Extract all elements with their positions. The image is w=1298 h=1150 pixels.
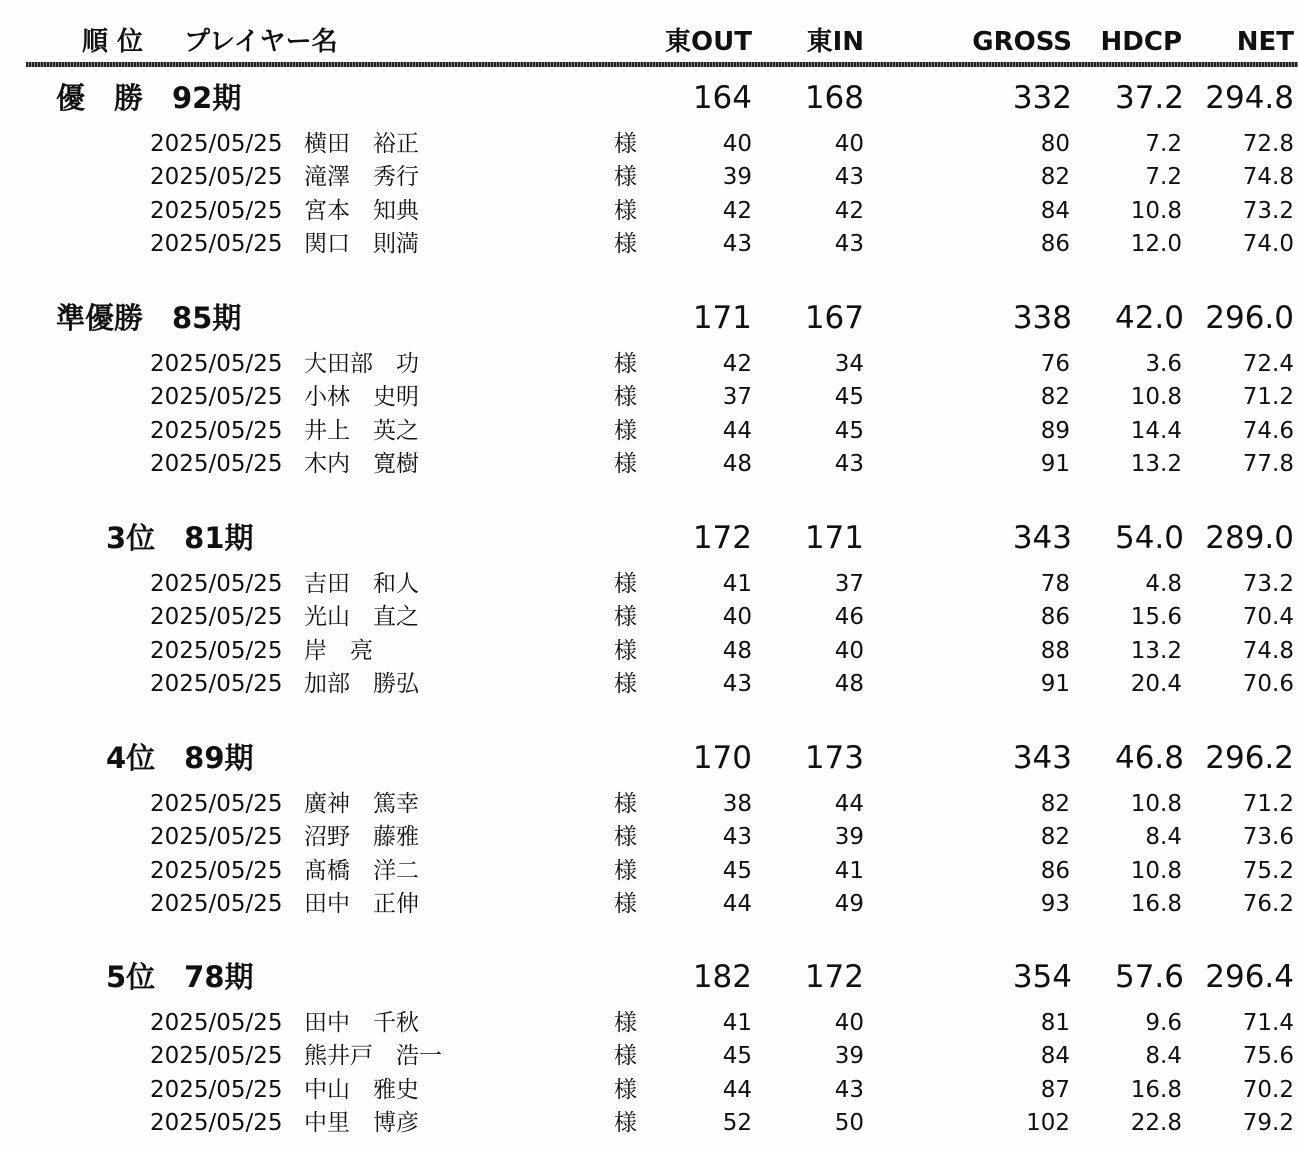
player-honorific: 様	[614, 418, 637, 444]
player-out-score: 43	[722, 671, 752, 697]
player-gross-score: 89	[1040, 418, 1070, 444]
player-name: 廣神 篤幸	[304, 791, 419, 817]
player-net-score: 73.6	[1242, 824, 1294, 850]
player-gross-score: 80	[1040, 131, 1070, 157]
player-row	[0, 416, 1298, 449]
player-net-score: 75.6	[1242, 1043, 1294, 1069]
player-name: 中里 博彦	[304, 1110, 419, 1136]
player-row	[0, 382, 1298, 415]
player-out-score: 37	[722, 384, 752, 410]
group-out-total: 172	[692, 520, 752, 556]
group-gross-total: 332	[1012, 80, 1072, 116]
player-honorific: 様	[614, 858, 637, 884]
player-out-score: 52	[722, 1110, 752, 1136]
player-name: 中山 雅史	[304, 1077, 419, 1103]
group-net-total: 296.2	[1205, 740, 1294, 776]
player-hdcp: 15.6	[1130, 604, 1182, 630]
player-row	[0, 229, 1298, 262]
player-hdcp: 10.8	[1130, 858, 1182, 884]
player-date: 2025/05/25	[150, 891, 283, 917]
header-player-name: プレイヤー名	[184, 27, 338, 57]
player-net-score: 70.2	[1242, 1077, 1294, 1103]
player-out-score: 48	[722, 638, 752, 664]
player-honorific: 様	[614, 604, 637, 630]
player-out-score: 44	[722, 891, 752, 917]
player-name: 宮本 知典	[304, 198, 419, 224]
player-gross-score: 82	[1040, 824, 1070, 850]
group-gross-total: 354	[1012, 959, 1072, 995]
player-net-score: 71.2	[1242, 791, 1294, 817]
player-honorific: 様	[614, 671, 637, 697]
player-honorific: 様	[614, 638, 637, 664]
player-honorific: 様	[614, 824, 637, 850]
player-row	[0, 669, 1298, 702]
header-divider	[26, 62, 1298, 67]
player-hdcp: 3.6	[1145, 351, 1182, 377]
group-hdcp-total: 37.2	[1114, 80, 1184, 116]
header-gross: GROSS	[972, 27, 1072, 57]
player-row	[0, 1075, 1298, 1108]
group-net-total: 296.0	[1205, 300, 1294, 336]
player-hdcp: 9.6	[1145, 1010, 1182, 1036]
player-name: 大田部 功	[304, 351, 419, 377]
player-out-score: 44	[722, 418, 752, 444]
group-summary-row	[0, 296, 1298, 340]
player-hdcp: 16.8	[1130, 891, 1182, 917]
player-hdcp: 13.2	[1130, 451, 1182, 477]
player-net-score: 71.2	[1242, 384, 1294, 410]
player-gross-score: 86	[1040, 604, 1070, 630]
player-name: 光山 直之	[304, 604, 419, 630]
player-in-score: 44	[834, 791, 864, 817]
group-gross-total: 338	[1012, 300, 1072, 336]
player-date: 2025/05/25	[150, 571, 283, 597]
player-net-score: 77.8	[1242, 451, 1294, 477]
player-out-score: 38	[722, 791, 752, 817]
player-out-score: 39	[722, 164, 752, 190]
player-out-score: 43	[722, 824, 752, 850]
player-gross-score: 84	[1040, 198, 1070, 224]
player-gross-score: 86	[1040, 858, 1070, 884]
player-out-score: 48	[722, 451, 752, 477]
player-gross-score: 86	[1040, 231, 1070, 257]
player-date: 2025/05/25	[150, 1043, 283, 1069]
player-row	[0, 822, 1298, 855]
player-date: 2025/05/25	[150, 231, 283, 257]
player-net-score: 74.8	[1242, 164, 1294, 190]
group-hdcp-total: 46.8	[1114, 740, 1184, 776]
player-gross-score: 78	[1040, 571, 1070, 597]
player-date: 2025/05/25	[150, 1010, 283, 1036]
player-out-score: 44	[722, 1077, 752, 1103]
player-net-score: 72.4	[1242, 351, 1294, 377]
player-gross-score: 91	[1040, 671, 1070, 697]
group-in-total: 168	[804, 80, 864, 116]
group-title: 4位 89期	[106, 741, 254, 775]
player-hdcp: 12.0	[1130, 231, 1182, 257]
player-out-score: 45	[722, 858, 752, 884]
player-honorific: 様	[614, 1010, 637, 1036]
player-in-score: 43	[834, 451, 864, 477]
player-hdcp: 22.8	[1130, 1110, 1182, 1136]
player-in-score: 40	[834, 638, 864, 664]
player-name: 井上 英之	[304, 418, 419, 444]
group-summary-row	[0, 955, 1298, 999]
group-title: 準優勝 85期	[56, 301, 242, 335]
header-in: 東IN	[806, 27, 864, 57]
player-net-score: 74.8	[1242, 638, 1294, 664]
group-out-total: 171	[692, 300, 752, 336]
player-honorific: 様	[614, 1077, 637, 1103]
player-gross-score: 87	[1040, 1077, 1070, 1103]
player-out-score: 43	[722, 231, 752, 257]
player-gross-score: 93	[1040, 891, 1070, 917]
player-date: 2025/05/25	[150, 858, 283, 884]
player-honorific: 様	[614, 231, 637, 257]
player-in-score: 39	[834, 1043, 864, 1069]
player-honorific: 様	[614, 891, 637, 917]
group-in-total: 173	[804, 740, 864, 776]
player-honorific: 様	[614, 198, 637, 224]
player-hdcp: 14.4	[1130, 418, 1182, 444]
player-in-score: 46	[834, 604, 864, 630]
player-date: 2025/05/25	[150, 198, 283, 224]
player-net-score: 70.6	[1242, 671, 1294, 697]
player-date: 2025/05/25	[150, 164, 283, 190]
player-in-score: 41	[834, 858, 864, 884]
player-hdcp: 20.4	[1130, 671, 1182, 697]
player-gross-score: 82	[1040, 164, 1070, 190]
player-hdcp: 10.8	[1130, 791, 1182, 817]
player-in-score: 40	[834, 1010, 864, 1036]
group-gross-total: 343	[1012, 740, 1072, 776]
player-in-score: 34	[834, 351, 864, 377]
player-honorific: 様	[614, 571, 637, 597]
player-date: 2025/05/25	[150, 384, 283, 410]
player-name: 田中 正伸	[304, 891, 419, 917]
player-in-score: 49	[834, 891, 864, 917]
player-honorific: 様	[614, 1043, 637, 1069]
player-honorific: 様	[614, 791, 637, 817]
group-net-total: 289.0	[1205, 520, 1294, 556]
player-out-score: 40	[722, 604, 752, 630]
player-hdcp: 4.8	[1145, 571, 1182, 597]
player-date: 2025/05/25	[150, 604, 283, 630]
player-gross-score: 88	[1040, 638, 1070, 664]
player-row	[0, 602, 1298, 635]
group-title: 5位 78期	[106, 960, 254, 994]
player-gross-score: 81	[1040, 1010, 1070, 1036]
player-name: 沼野 藤雅	[304, 824, 419, 850]
player-name: 吉田 和人	[304, 571, 419, 597]
player-net-score: 73.2	[1242, 571, 1294, 597]
player-gross-score: 82	[1040, 384, 1070, 410]
player-in-score: 48	[834, 671, 864, 697]
player-hdcp: 10.8	[1130, 384, 1182, 410]
player-gross-score: 102	[1026, 1110, 1070, 1136]
player-net-score: 70.4	[1242, 604, 1294, 630]
player-name: 熊井戸 浩一	[304, 1043, 442, 1069]
header-hdcp: HDCP	[1100, 27, 1182, 57]
player-date: 2025/05/25	[150, 131, 283, 157]
group-in-total: 171	[804, 520, 864, 556]
player-name: 滝澤 秀行	[304, 164, 419, 190]
header-out: 東OUT	[665, 27, 752, 57]
group-out-total: 170	[692, 740, 752, 776]
group-title: 3位 81期	[106, 521, 254, 555]
player-gross-score: 76	[1040, 351, 1070, 377]
player-honorific: 様	[614, 164, 637, 190]
player-net-score: 72.8	[1242, 131, 1294, 157]
player-name: 岸 亮	[304, 638, 373, 664]
group-summary-row	[0, 516, 1298, 560]
player-honorific: 様	[614, 384, 637, 410]
player-in-score: 37	[834, 571, 864, 597]
group-hdcp-total: 54.0	[1114, 520, 1184, 556]
player-in-score: 43	[834, 1077, 864, 1103]
player-date: 2025/05/25	[150, 418, 283, 444]
player-net-score: 75.2	[1242, 858, 1294, 884]
player-in-score: 39	[834, 824, 864, 850]
player-date: 2025/05/25	[150, 638, 283, 664]
player-honorific: 様	[614, 1110, 637, 1136]
player-name: 木内 寛樹	[304, 451, 419, 477]
player-in-score: 43	[834, 164, 864, 190]
player-name: 関口 則満	[304, 231, 419, 257]
player-hdcp: 16.8	[1130, 1077, 1182, 1103]
player-honorific: 様	[614, 351, 637, 377]
group-net-total: 294.8	[1205, 80, 1294, 116]
player-honorific: 様	[614, 131, 637, 157]
player-row	[0, 569, 1298, 602]
player-name: 田中 千秋	[304, 1010, 419, 1036]
player-date: 2025/05/25	[150, 824, 283, 850]
player-net-score: 74.0	[1242, 231, 1294, 257]
player-row	[0, 162, 1298, 195]
group-title: 優 勝 92期	[56, 81, 242, 115]
player-gross-score: 84	[1040, 1043, 1070, 1069]
header-rank: 順 位	[82, 27, 144, 57]
player-net-score: 73.2	[1242, 198, 1294, 224]
group-hdcp-total: 42.0	[1114, 300, 1184, 336]
player-row	[0, 129, 1298, 162]
player-hdcp: 7.2	[1145, 164, 1182, 190]
player-date: 2025/05/25	[150, 1077, 283, 1103]
player-date: 2025/05/25	[150, 671, 283, 697]
group-net-total: 296.4	[1205, 959, 1294, 995]
player-hdcp: 8.4	[1145, 1043, 1182, 1069]
player-in-score: 45	[834, 384, 864, 410]
header-net: NET	[1236, 27, 1294, 57]
player-row	[0, 349, 1298, 382]
player-out-score: 42	[722, 198, 752, 224]
player-row	[0, 889, 1298, 922]
player-hdcp: 7.2	[1145, 131, 1182, 157]
player-gross-score: 82	[1040, 791, 1070, 817]
player-name: 横田 裕正	[304, 131, 419, 157]
group-gross-total: 343	[1012, 520, 1072, 556]
player-hdcp: 13.2	[1130, 638, 1182, 664]
player-net-score: 74.6	[1242, 418, 1294, 444]
player-name: 加部 勝弘	[304, 671, 419, 697]
player-net-score: 71.4	[1242, 1010, 1294, 1036]
player-row	[0, 1108, 1298, 1141]
player-in-score: 42	[834, 198, 864, 224]
group-in-total: 167	[804, 300, 864, 336]
player-row	[0, 636, 1298, 669]
player-net-score: 79.2	[1242, 1110, 1294, 1136]
player-name: 小林 史明	[304, 384, 419, 410]
player-date: 2025/05/25	[150, 351, 283, 377]
group-out-total: 164	[692, 80, 752, 116]
player-date: 2025/05/25	[150, 451, 283, 477]
group-summary-row	[0, 76, 1298, 120]
player-in-score: 45	[834, 418, 864, 444]
player-row	[0, 856, 1298, 889]
player-honorific: 様	[614, 451, 637, 477]
player-out-score: 42	[722, 351, 752, 377]
player-date: 2025/05/25	[150, 1110, 283, 1136]
player-hdcp: 8.4	[1145, 824, 1182, 850]
player-row	[0, 1008, 1298, 1041]
player-row	[0, 1041, 1298, 1074]
player-row	[0, 789, 1298, 822]
player-in-score: 40	[834, 131, 864, 157]
group-hdcp-total: 57.6	[1114, 959, 1184, 995]
player-name: 髙橋 洋二	[304, 858, 419, 884]
group-in-total: 172	[804, 959, 864, 995]
player-date: 2025/05/25	[150, 791, 283, 817]
player-net-score: 76.2	[1242, 891, 1294, 917]
group-out-total: 182	[692, 959, 752, 995]
player-gross-score: 91	[1040, 451, 1070, 477]
player-out-score: 41	[722, 1010, 752, 1036]
player-row	[0, 196, 1298, 229]
player-hdcp: 10.8	[1130, 198, 1182, 224]
player-out-score: 41	[722, 571, 752, 597]
player-in-score: 43	[834, 231, 864, 257]
player-row	[0, 449, 1298, 482]
player-out-score: 40	[722, 131, 752, 157]
player-out-score: 45	[722, 1043, 752, 1069]
group-summary-row	[0, 736, 1298, 780]
player-in-score: 50	[834, 1110, 864, 1136]
